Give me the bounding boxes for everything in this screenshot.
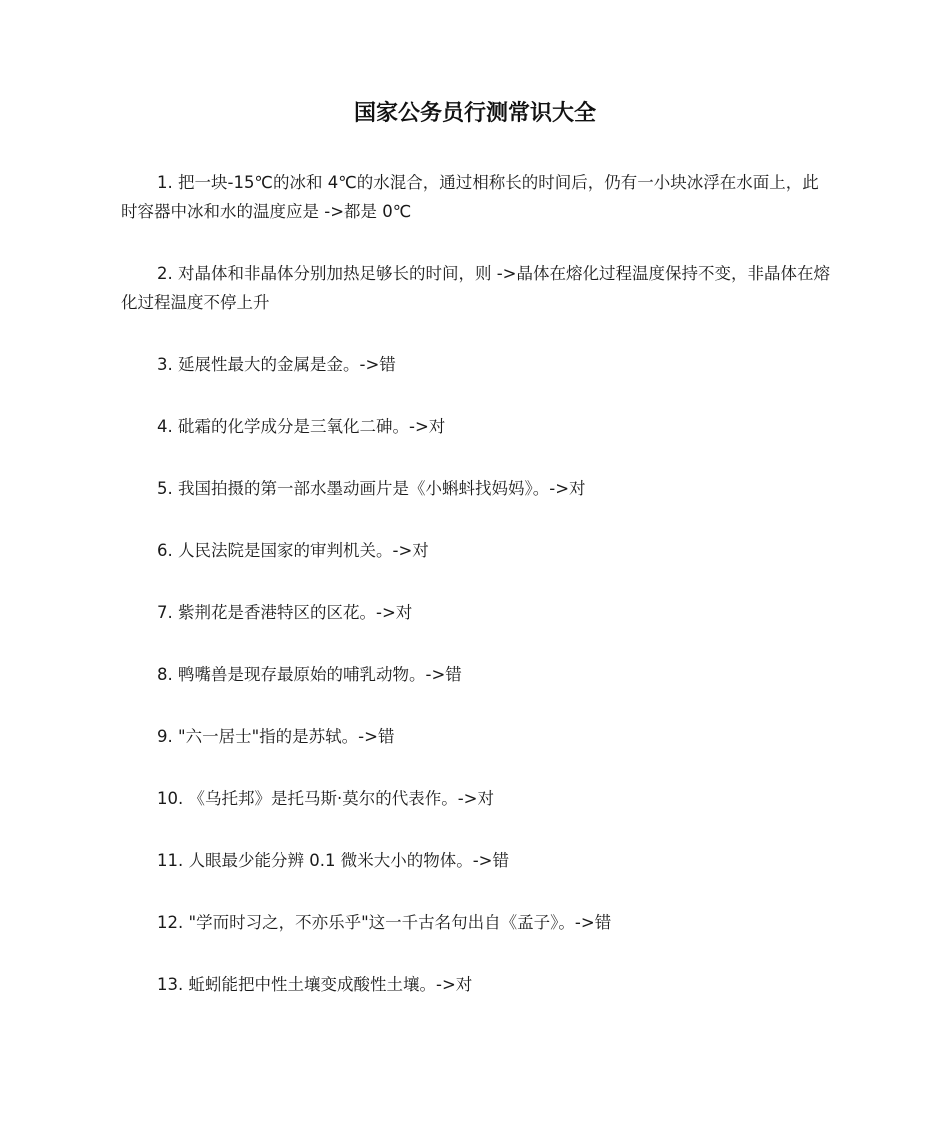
list-item: 12. "学而时习之，不亦乐乎"这一千古名句出自《孟子》。->错 bbox=[157, 913, 612, 932]
list-item: 2. 对晶体和非晶体分别加热足够长的时间，则 ->晶体在熔化过程温度保持不变，非晶体在熔化过程温度不停上升 bbox=[121, 264, 831, 312]
list-item: 7. 紫荆花是香港特区的区花。->对 bbox=[157, 603, 413, 622]
list-item: 5. 我国拍摄的第一部水墨动画片是《小蝌蚪找妈妈》。->对 bbox=[157, 479, 586, 498]
list-item: 4. 砒霜的化学成分是三氧化二砷。->对 bbox=[157, 417, 446, 436]
question-list bbox=[121, 168, 833, 1032]
list-item: 1. 把一块-15℃的冰和 4℃的水混合，通过相称长的时间后，仍有一小块冰浮在水面上，此时容器中冰和水的温度应是 ->都是 0℃ bbox=[121, 173, 819, 221]
list-item: 6. 人民法院是国家的审判机关。->对 bbox=[157, 541, 429, 560]
list-item: 8. 鸭嘴兽是现存最原始的哺乳动物。->错 bbox=[157, 665, 462, 684]
list-item: 11. 人眼最少能分辨 0.1 微米大小的物体。->错 bbox=[157, 851, 509, 870]
document-title: 国家公务员行测常识大全 bbox=[353, 101, 596, 126]
list-item: 9. "六一居士"指的是苏轼。->错 bbox=[157, 727, 395, 746]
list-item: 13. 蚯蚓能把中性土壤变成酸性土壤。->对 bbox=[157, 975, 473, 994]
list-item: 3. 延展性最大的金属是金。->错 bbox=[157, 355, 396, 374]
list-item: 10. 《乌托邦》是托马斯·莫尔的代表作。->对 bbox=[157, 789, 495, 808]
